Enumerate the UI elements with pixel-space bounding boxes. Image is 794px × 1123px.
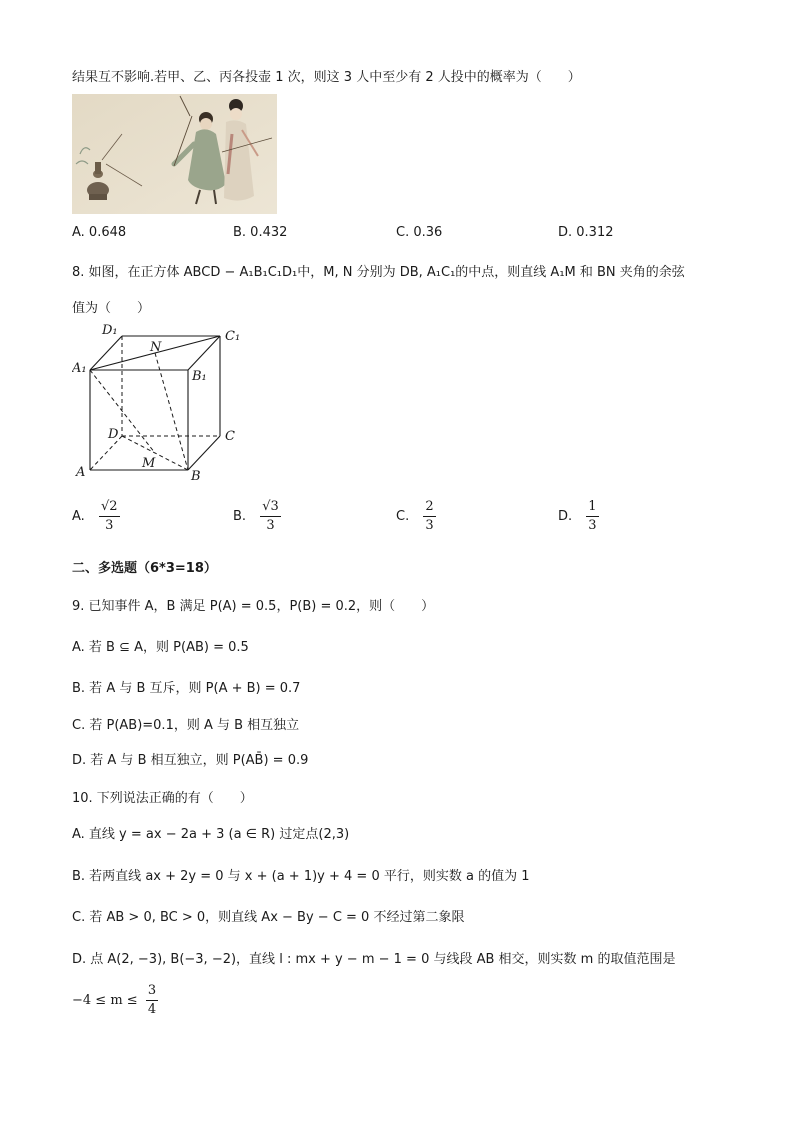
q9-option-a: A. 若 B ⊆ A，则 P(AB) = 0.5 (72, 640, 249, 655)
painting-image (72, 94, 277, 214)
q8-option-b-letter: B. (233, 509, 247, 524)
cube-figure (72, 322, 252, 484)
label-b: B (191, 469, 201, 484)
q7-option-c: C. 0.36 (396, 225, 443, 240)
q10-option-b: B. 若两直线 ax + 2y = 0 与 x + (a + 1)y + 4 = 0 平行，则实数 a 的值为 1 (72, 869, 530, 884)
q8-option-a-num: √2 (99, 498, 120, 517)
q8-option-a-den: 3 (105, 518, 114, 533)
q8-option-d (558, 498, 599, 535)
q10-option-d-inequality: −4 ≤ m ≤ (72, 993, 138, 1008)
label-n: N (150, 340, 162, 355)
q7-option-b: B. 0.432 (233, 225, 288, 240)
touhu-painting (72, 94, 277, 214)
q8-option-b-num: √3 (260, 498, 281, 517)
section2-title: 二、多选题（6*3=18） (72, 561, 217, 576)
q10-option-c: C. 若 AB > 0, BC > 0，则直线 Ax − By − C = 0 不经过第二象限 (72, 910, 465, 925)
label-a: A (76, 465, 86, 480)
q10-stem: 10. 下列说法正确的有（ ） (72, 791, 253, 806)
label-d1: D₁ (102, 323, 118, 338)
q10-option-d: D. 点 A(2, −3), B(−3, −2)，直线 l : mx + y − m − 1 = 0 与线段 AB 相交，则实数 m 的取值范围是 (72, 952, 676, 967)
q8-option-c-den: 3 (425, 518, 434, 533)
q9-option-b: B. 若 A 与 B 互斥，则 P(A + B) = 0.7 (72, 681, 301, 696)
q8-option-d-den: 3 (588, 518, 597, 533)
q9-stem: 9. 已知事件 A，B 满足 P(A) = 0.5，P(B) = 0.2，则（ ） (72, 599, 435, 614)
label-m: M (142, 456, 156, 471)
q8-option-b-den: 3 (266, 518, 275, 533)
label-c: C (225, 429, 235, 444)
q8-option-a (72, 498, 120, 535)
q10-option-d-frac-num: 3 (146, 982, 158, 1001)
q7-option-a: A. 0.648 (72, 225, 127, 240)
label-a1: A₁ (72, 361, 87, 376)
q10-option-d-frac-den: 4 (147, 1002, 157, 1017)
q8-option-b (233, 498, 281, 535)
q7-stem: 结果互不影响.若甲、乙、丙各投壶 1 次，则这 3 人中至少有 2 人投中的概率为（ ） (72, 70, 581, 85)
q8-option-c (396, 498, 436, 535)
q10-option-d-continuation (72, 982, 158, 1019)
label-c1: C₁ (225, 329, 241, 344)
q10-option-a: A. 直线 y = ax − 2a + 3 (a ∈ R) 过定点(2,3) (72, 827, 350, 842)
q8-stem-line1: 8. 如图，在正方体 ABCD − A₁B₁C₁D₁中，M, N 分别为 DB, A₁C₁的中点，则直线 A₁M 和 BN 夹角的余弦 (72, 265, 685, 280)
q9-option-d: D. 若 A 与 B 相互独立，则 P(AB̄) = 0.9 (72, 753, 309, 768)
q8-option-d-num: 1 (586, 498, 598, 517)
q7-option-d: D. 0.312 (558, 225, 614, 240)
label-d: D (108, 427, 119, 442)
label-b1: B₁ (192, 369, 207, 384)
q8-option-c-letter: C. (396, 509, 410, 524)
q8-option-c-num: 2 (423, 498, 435, 517)
q8-option-d-letter: D. (558, 509, 573, 524)
q8-option-a-letter: A. (72, 509, 85, 524)
q9-option-c: C. 若 P(AB)=0.1，则 A 与 B 相互独立 (72, 718, 300, 733)
q8-stem-line2: 值为（ ） (72, 301, 151, 316)
